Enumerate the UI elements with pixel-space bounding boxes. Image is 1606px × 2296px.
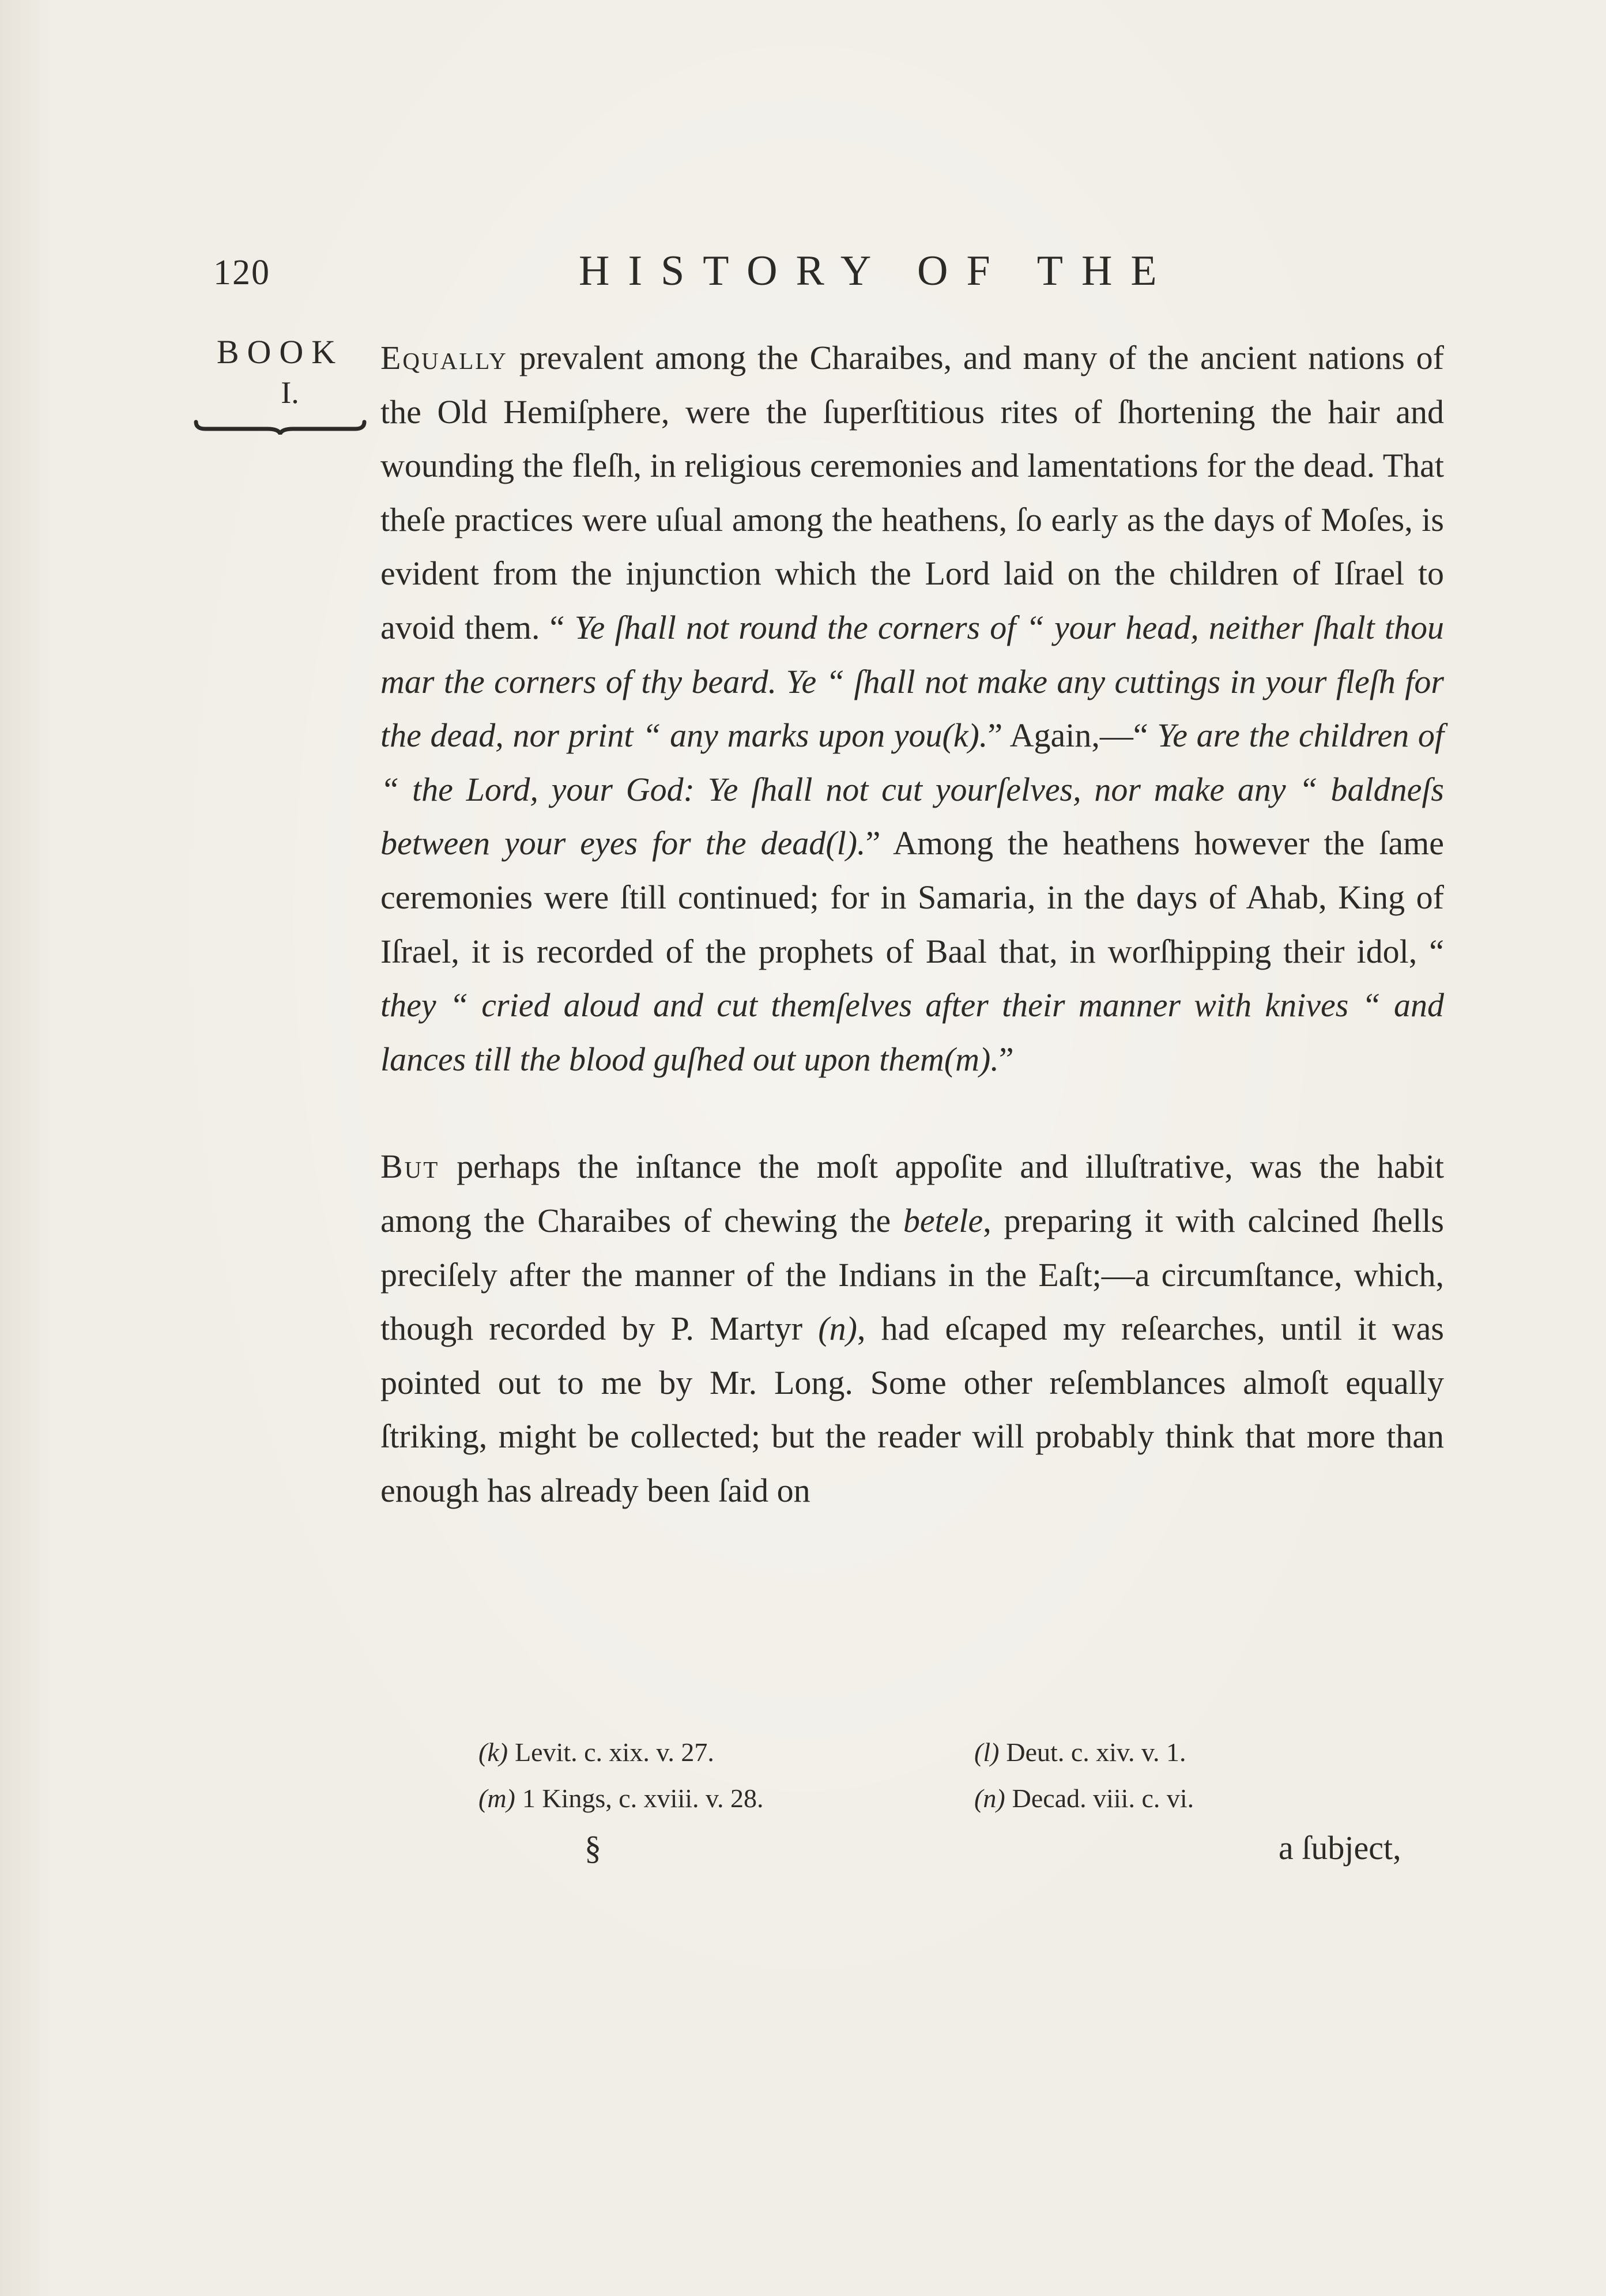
body-text	[380, 331, 1444, 1517]
footnote-ref-m: (m).	[944, 1040, 999, 1078]
footnote-text: 1 Kings, c. xviii. v. 28.	[522, 1784, 764, 1813]
text-segment: , preparing it with calcined ſhells preciſely after the manner of the Indians in the Eaſt;—a circumſtance, which, though recorded by P. Martyr	[380, 1201, 1444, 1348]
margin-book-label: BOOK	[216, 333, 344, 371]
catchword: a ſubject,	[1279, 1829, 1401, 1867]
text-segment: Ye are the children of “ the Lord, your God: Ye ſhall not cut yourſelves, nor make any “ baldneſs between your eyes for the dead	[380, 717, 1444, 862]
footnote-row	[478, 1729, 1458, 1775]
footnote-m	[478, 1775, 764, 1822]
footnote-mark: (k)	[478, 1737, 508, 1767]
footnote-text: Decad. viii. c. vi.	[1012, 1784, 1194, 1813]
margin-book-number: I.	[281, 375, 299, 410]
margin-note	[194, 335, 367, 435]
text-segment: ” Again,—“	[987, 717, 1158, 755]
footnote-text: Deut. c. xiv. v. 1.	[1006, 1737, 1186, 1767]
text-segment: perhaps the inſtance the moſt appoſite and illuſtrative, was the habit among the Charaibes of chewing the	[380, 1148, 1444, 1239]
paragraph-1	[380, 331, 1444, 1086]
footnote-mark: (n)	[974, 1784, 1005, 1813]
text-segment: But	[380, 1148, 440, 1186]
page-header	[0, 241, 1606, 304]
text-segment: Equally	[380, 339, 508, 376]
text-segment: they “ cried aloud and cut themſelves after their manner with knives “ and lances till the blood guſhed out upon them	[380, 986, 1444, 1078]
footnote-n	[974, 1775, 1194, 1822]
footnote-ref-n: (n)	[818, 1310, 857, 1348]
text-segment: ”	[998, 1040, 1014, 1078]
page-number: 120	[213, 253, 270, 292]
text-segment: Ye ſhall not round the corners of “ your head, neither ſhalt thou mar the corners of thy beard. Ye “ ſhall not make any cuttings in your fleſh for the dead, nor print “ any marks upon you	[380, 608, 1445, 755]
footnote-k	[478, 1729, 714, 1775]
footnote-row	[478, 1775, 1458, 1822]
paragraph-2	[380, 1140, 1444, 1517]
footnotes	[478, 1729, 1458, 1822]
footnote-mark: (l)	[974, 1737, 1000, 1767]
text-segment: , had eſcaped my reſearches, until it was pointed out to me by Mr. Long. Some other reſemblances almoſt equally ſtriking, might be collected; but the reader will probably think that more than enough has already been ſaid on	[380, 1310, 1444, 1509]
footnote-mark: (m)	[478, 1784, 515, 1813]
signature-mark: §	[585, 1829, 601, 1867]
margin-brace-ornament	[194, 412, 367, 435]
text-segment: betele	[903, 1201, 983, 1239]
footnote-text: Levit. c. xix. v. 27.	[515, 1737, 714, 1767]
running-head: HISTORY OF THE	[579, 247, 1175, 295]
footnote-ref-l: (l).	[825, 824, 866, 862]
footnote-ref-k: (k).	[942, 717, 988, 755]
footnote-l	[974, 1729, 1186, 1775]
text-segment: ” Among the heathens however the ſame ceremonies were ſtill continued; for in Samaria, in the days of Ahab, King of Iſrael, it is recorded of the prophets of Baal that, in worſhipping their idol, “	[380, 824, 1444, 970]
text-segment: prevalent among the Charaibes, and many of the ancient nations of the Old Hemiſphere, were the ſuperſtitious rites of ſhortening the hair and wounding the fleſh, in religious ceremonies and lamentations for the dead. That theſe practices were uſual among the heathens, ſo early as the days of Moſes, is evident from the injunction which the Lord laid on the children of Iſrael to avoid them. “	[380, 339, 1444, 646]
